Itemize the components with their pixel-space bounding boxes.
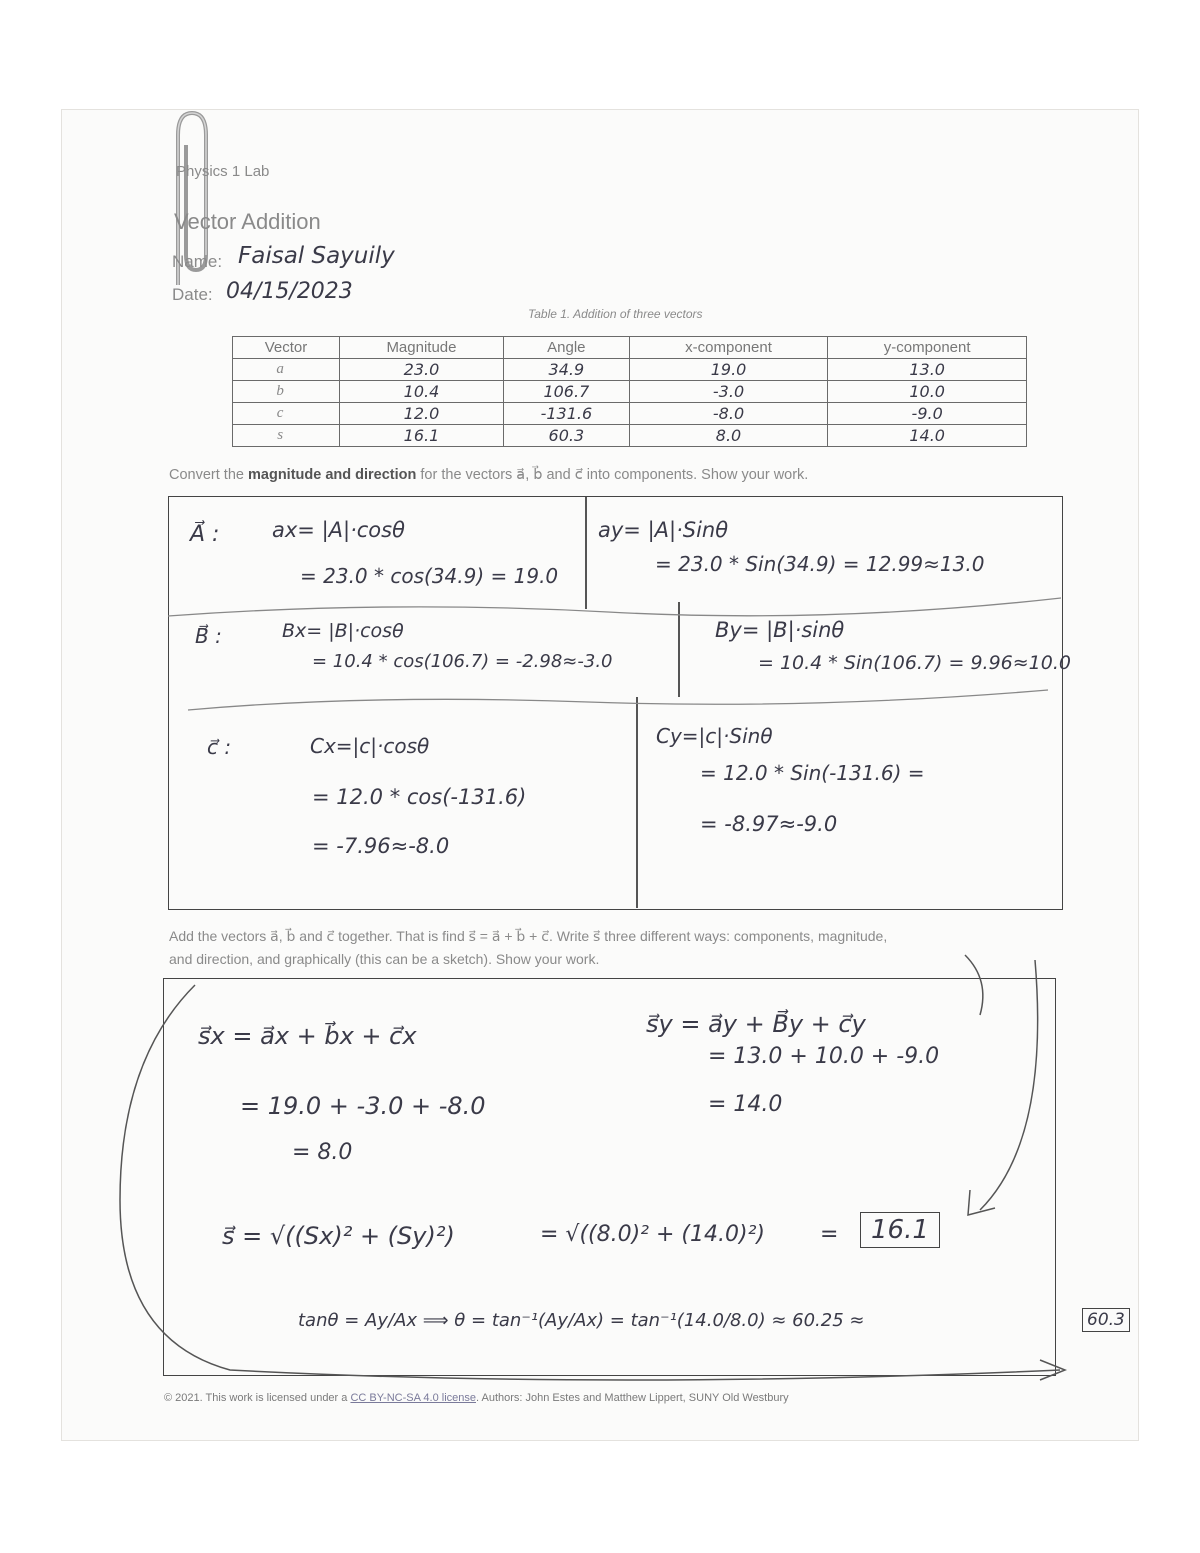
magnitude-cell: 10.4 [339, 381, 503, 403]
name-label: Name: [172, 252, 223, 271]
magnitude-cell: 16.1 [339, 425, 503, 447]
cx-calculation: = 12.0 * cos(-131.6) [312, 785, 527, 809]
ay-formula: ay= |A|·Sinθ [598, 518, 729, 542]
ax-calculation: = 23.0 * cos(34.9) = 19.0 [300, 564, 559, 588]
bx-calculation: = 10.4 * cos(106.7) = -2.98≈-3.0 [312, 651, 613, 672]
table-caption: Table 1. Addition of three vectors [528, 307, 703, 321]
column-header-vector: Vector [233, 337, 340, 359]
table-row [233, 359, 1027, 381]
magnitude-result: 16.1 [860, 1212, 940, 1248]
magnitude-cell: 23.0 [339, 359, 503, 381]
instruction-add-line-1: Add the vectors a⃗, b⃗ and c⃗ together. That is find s⃗ = a⃗ + b⃗ + c⃗. Write s⃗ three different ways: components, magnitude, [169, 928, 888, 944]
angle-calculation: tanθ = Ay/Ax ⟹ θ = tan⁻¹(Ay/Ax) = tan⁻¹(14.0/8.0) ≈ 60.25 ≈ [298, 1310, 865, 1331]
magnitude-formula: s⃗ = √((Sx)² + (Sy)²) [222, 1222, 455, 1250]
cy-result: = -8.97≈-9.0 [700, 812, 838, 836]
vector-cell: s⃗ [233, 425, 340, 447]
by-formula: By= |B|·sinθ [715, 618, 845, 642]
x-component-cell: 19.0 [629, 359, 828, 381]
vector-cell: b⃗ [233, 381, 340, 403]
table-row [233, 381, 1027, 403]
angle-cell: 34.9 [504, 359, 630, 381]
table-row [233, 425, 1027, 447]
by-calculation: = 10.4 * Sin(106.7) = 9.96≈10.0 [758, 652, 1071, 674]
magnitude-equals: = [820, 1222, 839, 1247]
name-value: Faisal Sayuily [238, 243, 395, 269]
angle-cell: -131.6 [504, 403, 630, 425]
footer-text: . Authors: John Estes and Matthew Lippert, SUNY Old Westbury [476, 1392, 789, 1404]
vector-table [232, 336, 1027, 447]
ax-formula: ax= |A|·cosθ [272, 518, 405, 542]
license-link[interactable]: CC BY-NC-SA 4.0 license [350, 1392, 476, 1404]
vector-a-label: A⃗ : [190, 522, 220, 547]
magnitude-calculation: = √((8.0)² + (14.0)²) [540, 1222, 765, 1247]
column-header-magnitude: Magnitude [339, 337, 503, 359]
y-component-cell: -9.0 [828, 403, 1027, 425]
column-header-y-component: y-component [828, 337, 1027, 359]
y-component-cell: 10.0 [828, 381, 1027, 403]
vector-cell: a⃗ [233, 359, 340, 381]
y-component-cell: 14.0 [828, 425, 1027, 447]
vector-c-label: c⃗ : [207, 735, 232, 759]
page-title: Vector Addition [174, 209, 321, 234]
sy-formula: s⃗y = a⃗y + B⃗y + c⃗y [646, 1010, 866, 1038]
license-footer [164, 1392, 789, 1404]
x-component-cell: -8.0 [629, 403, 828, 425]
cy-calculation: = 12.0 * Sin(-131.6) = [700, 761, 925, 785]
sx-result: = 8.0 [292, 1140, 353, 1165]
angle-cell: 106.7 [504, 381, 630, 403]
hand-drawn-arrows [110, 940, 1160, 1400]
cx-result: = -7.96≈-8.0 [312, 834, 450, 858]
sy-calculation: = 13.0 + 10.0 + -9.0 [708, 1044, 940, 1069]
magnitude-cell: 12.0 [339, 403, 503, 425]
instruction-components [169, 467, 808, 483]
table-row [233, 403, 1027, 425]
ay-calculation: = 23.0 * Sin(34.9) = 12.99≈13.0 [655, 552, 985, 576]
instruction-text: for the vectors a⃗, b⃗ and c⃗ into components. Show your work. [416, 467, 809, 483]
course-title: Physics 1 Lab [176, 163, 270, 180]
bx-formula: Bx= |B|·cosθ [282, 620, 404, 642]
date-label: Date: [172, 285, 213, 304]
column-header-angle: Angle [504, 337, 630, 359]
instruction-emphasis: magnitude and direction [248, 467, 417, 483]
x-component-cell: -3.0 [629, 381, 828, 403]
sx-calculation: = 19.0 + -3.0 + -8.0 [240, 1092, 486, 1120]
date-value: 04/15/2023 [226, 279, 353, 304]
footer-text: © 2021. This work is licensed under a [164, 1392, 351, 1404]
x-component-cell: 8.0 [629, 425, 828, 447]
y-component-cell: 13.0 [828, 359, 1027, 381]
instruction-add-line-2: and direction, and graphically (this can be a sketch). Show your work. [169, 951, 600, 967]
sy-result: = 14.0 [708, 1092, 783, 1117]
angle-result: 60.3 [1082, 1308, 1130, 1332]
cx-formula: Cx=|c|·cosθ [310, 734, 430, 758]
angle-cell: 60.3 [504, 425, 630, 447]
column-header-x-component: x-component [629, 337, 828, 359]
sx-formula: s⃗x = a⃗x + b⃗x + c⃗x [198, 1022, 417, 1050]
vector-b-label: B⃗ : [195, 624, 222, 648]
instruction-text: Convert the [169, 467, 248, 483]
vector-cell: c⃗ [233, 403, 340, 425]
cy-formula: Cy=|c|·Sinθ [656, 724, 773, 748]
